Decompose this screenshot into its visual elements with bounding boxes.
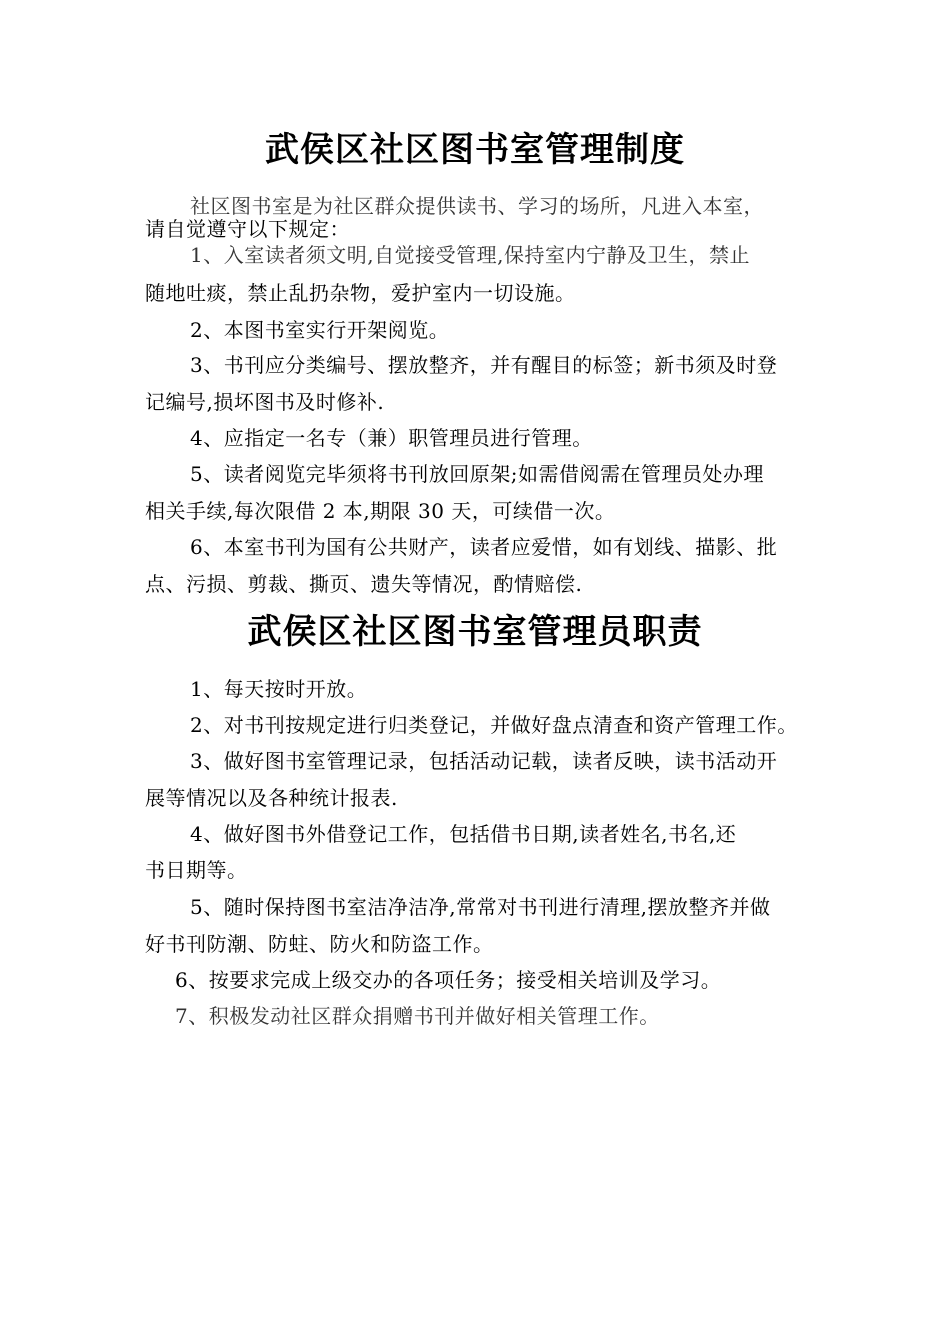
- duty-1-line-1: 1、每天按时开放。: [190, 677, 368, 701]
- rule-6-line-1: 6、本室书刊为国有公共财产，读者应爱惜，如有划线、描影、批: [190, 535, 778, 559]
- duty-7-line-1: 7、积极发动社区群众捐赠书刊并做好相关管理工作。: [175, 1004, 660, 1028]
- duty-2-line-1: 2、对书刊按规定进行归类登记，并做好盘点清查和资产管理工作。: [190, 713, 798, 737]
- intro-line-2: 请自觉遵守以下规定：: [145, 217, 350, 241]
- rule-1-line-2: 随地吐痰，禁止乱扔杂物，爱护室内一切设施。: [145, 281, 576, 305]
- intro-line-1: 社区图书室是为社区群众提供读书、学习的场所，凡进入本室，: [190, 194, 764, 218]
- duty-5-line-2: 好书刊防潮、防蛀、防火和防盗工作。: [145, 932, 494, 956]
- rule-2-line-1: 2、本图书室实行开架阅览。: [190, 318, 450, 342]
- duty-4-line-2: 书日期等。: [145, 858, 248, 882]
- rule-1-line-1: 1、入室读者须文明,自觉接受管理,保持室内宁静及卫生，禁止: [190, 243, 750, 267]
- rule-5-line-2: 相关手续,每次限借 2 本,期限 30 天，可续借一次。: [145, 499, 616, 523]
- rule-3-line-2: 记编号,损坏图书及时修补.: [145, 390, 385, 414]
- section1-title: 武侯区社区图书室管理制度: [265, 130, 685, 170]
- rule-3-line-1: 3、书刊应分类编号、摆放整齐，并有醒目的标签；新书须及时登: [190, 353, 778, 377]
- rule-5-line-1: 5、读者阅览完毕须将书刊放回原架;如需借阅需在管理员处办理: [190, 462, 764, 486]
- rule-6-line-2: 点、污损、剪裁、撕页、遗失等情况，酌情赔偿.: [145, 572, 583, 596]
- duty-4-line-1: 4、做好图书外借登记工作，包括借书日期,读者姓名,书名,还: [190, 822, 737, 846]
- duty-3-line-1: 3、做好图书室管理记录，包括活动记载，读者反映，读书活动开: [190, 749, 778, 773]
- duty-5-line-1: 5、随时保持图书室洁净洁净,常常对书刊进行清理,摆放整齐并做: [190, 895, 771, 919]
- section2-title: 武侯区社区图书室管理员职责: [247, 612, 703, 652]
- duty-6-line-1: 6、按要求完成上级交办的各项任务；接受相关培训及学习。: [175, 968, 722, 992]
- duty-3-line-2: 展等情况以及各种统计报表.: [145, 786, 398, 810]
- rule-4-line-1: 4、应指定一名专（兼）职管理员进行管理。: [190, 426, 593, 450]
